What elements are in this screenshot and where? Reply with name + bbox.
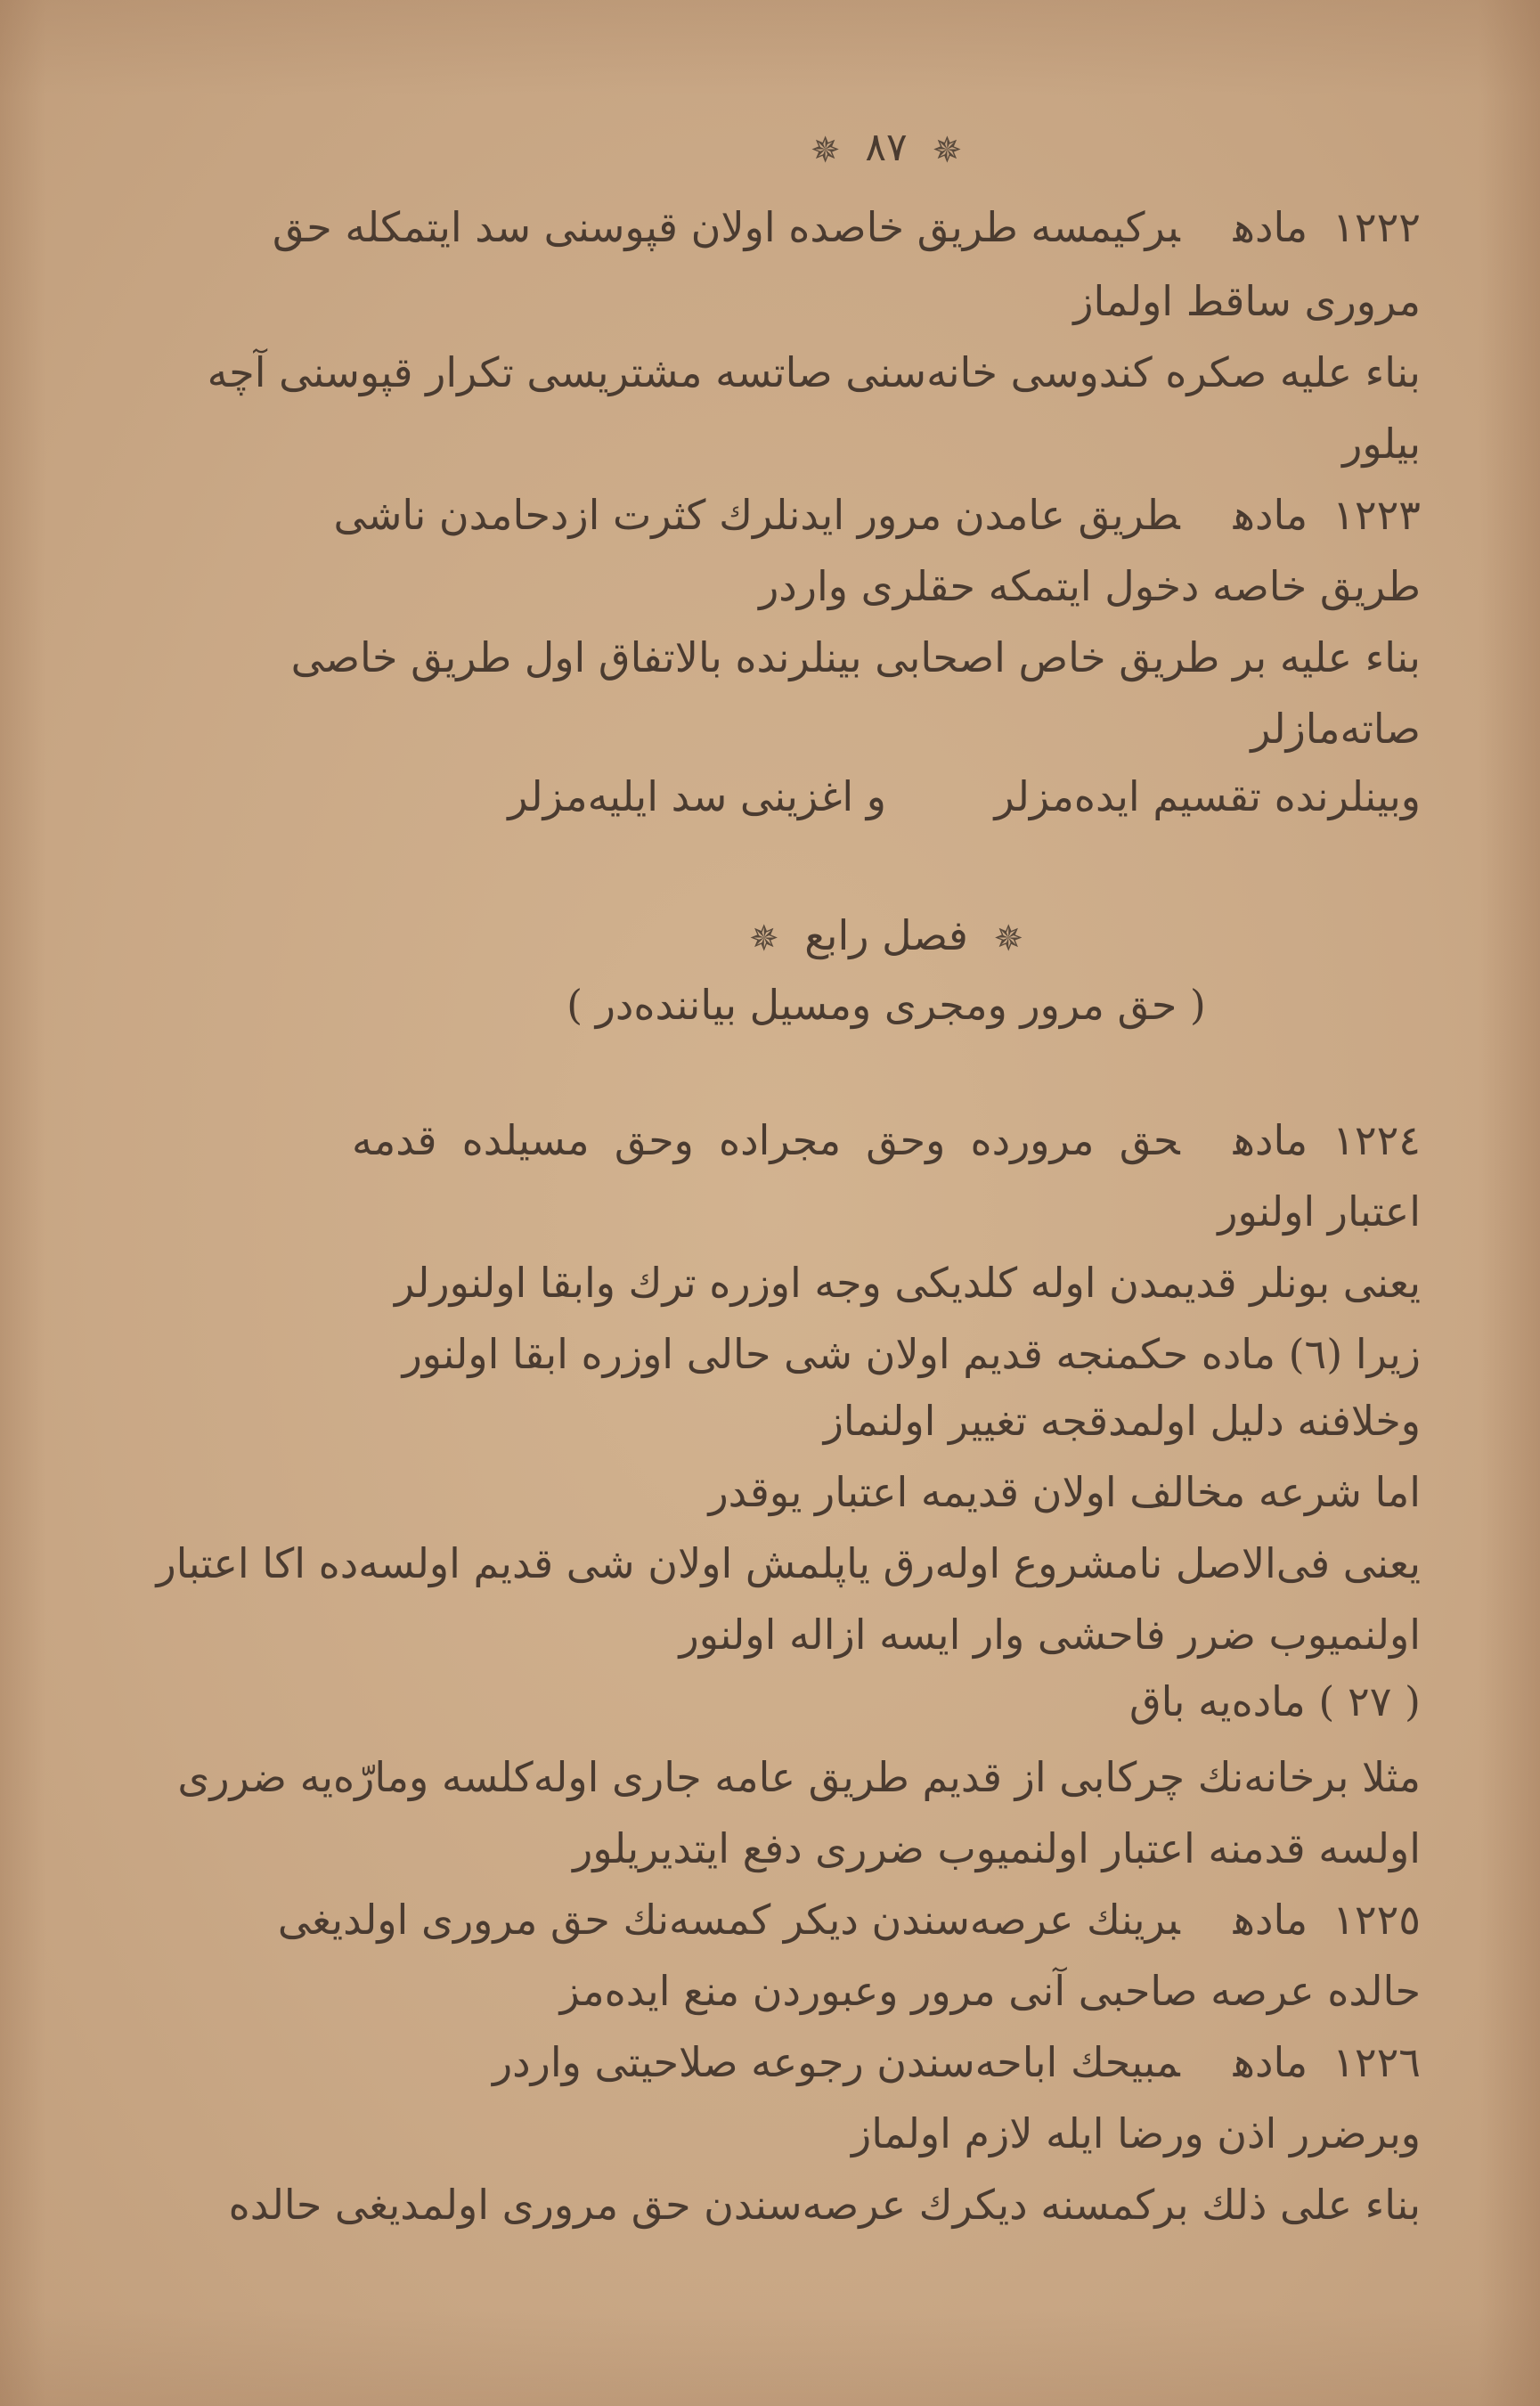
article-1224-line-7: يعنى فى‌الاصل نامشروع اوله‌رق ياپلمش اولان شى قديم اولسه‌ده اكا اعتبار — [156, 1539, 1421, 1587]
article-number: ١٢٢٢ — [1332, 203, 1421, 251]
document-page — [156, 0, 1421, 2406]
section-subtitle: ( حق مرور ومجرى ومسيل بياننده‌در ) — [566, 981, 1206, 1029]
ornament-icon: ✵ — [932, 129, 963, 171]
page-number: ٨٧ — [865, 125, 908, 170]
article-1223-line-2: طريق خاصه دخول ايتمكه حقلرى واردر — [759, 562, 1421, 610]
page-number-header — [352, 125, 1421, 171]
article-1225-line-1 — [277, 1893, 1421, 1946]
ornament-icon: ✵ — [749, 918, 779, 959]
article-text: مبيحك اباحه‌سندن رجوعه صلاحيتى واردر — [492, 2038, 1180, 2086]
article-label: ماده — [1233, 2038, 1308, 2086]
article-1224-line-3: يعنى بونلر قديمدن اوله كلديكى وجه اوزره ترك وابقا اولنورلر — [394, 1259, 1421, 1307]
article-1222-line-1 — [272, 200, 1421, 254]
section-title-text: فصل رابع — [804, 911, 968, 959]
article-label: ماده — [1233, 1896, 1308, 1944]
article-number: ١٢٢٤ — [1332, 1116, 1421, 1164]
split-text-left: و اغزينى سد ايليه‌مزلر — [508, 772, 886, 820]
article-1224-line-10: مثلا برخانه‌نك چركابى از قديم طريق عامه جارى اوله‌كلسه ومارّه‌يه ضررى — [177, 1753, 1421, 1801]
article-number: ١٢٢٥ — [1332, 1896, 1421, 1944]
article-1225-line-2: حالده عرصه صاحبى آنى مرور وعبوردن منع ايده‌مز — [559, 1967, 1421, 2015]
article-1223-line-1 — [333, 488, 1421, 542]
ornament-icon: ✵ — [993, 918, 1023, 959]
article-number: ١٢٢٦ — [1332, 2038, 1421, 2086]
article-1224-line-11: اولسه قدمنه اعتبار اولنميوب ضررى دفع ايتديريلور — [573, 1824, 1421, 1872]
split-text-right: وبينلرنده تقسيم ايده‌مزلر — [994, 772, 1421, 820]
article-1224-line-6: اما شرعه مخالف اولان قديمه اعتبار يوقدر — [708, 1468, 1421, 1516]
article-text: حق مرورده وحق مجراده وحق مسيلده قدمه — [352, 1116, 1180, 1164]
article-1223-line-4: صاته‌مازلر — [1251, 705, 1421, 753]
article-1223-line-3: بناء عليه بر طريق خاص اصحابى بينلرنده بالاتفاق اول طريق خاصى — [290, 633, 1421, 681]
section-title — [352, 909, 1421, 966]
article-1224-line-2: اعتبار اولنور — [1218, 1187, 1421, 1236]
article-label: ماده — [1233, 1116, 1308, 1164]
article-1226-line-2: وبرضرر اذن ورضا ايله لازم اولماز — [851, 2109, 1421, 2157]
article-text: طريق عامدن مرور ايدنلرك كثرت ازدحامدن ناشى — [333, 491, 1180, 539]
article-1222-line-2: مرورى ساقط اولماز — [1073, 277, 1421, 325]
article-1222-line-4: بيلور — [1342, 420, 1421, 468]
article-1224-line-5: وخلافنه دليل اولمدقجه تغيير اولنماز — [823, 1397, 1421, 1445]
ornament-icon: ✵ — [810, 129, 841, 171]
article-label: ماده — [1233, 203, 1308, 251]
article-1224-line-4: زيرا (٦) ماده حكمنجه قديم اولان شى حالى اوزره ابقا اولنور — [402, 1330, 1421, 1378]
article-label: ماده — [1233, 491, 1308, 539]
article-text: برينك عرصه‌سندن ديكر كمسه‌نك حق مرورى اولديغى — [277, 1896, 1180, 1944]
article-1226-line-3: بناء على ذلك بركمسنه ديكرك عرصه‌سندن حق مرورى اولمديغى حالده — [228, 2181, 1421, 2229]
article-1224-line-9: ( ٢٧ ) ماده‌يه باق — [1129, 1677, 1421, 1725]
article-1224-line-1 — [352, 1113, 1421, 1167]
article-1222-line-3: بناء عليه صكره كندوسى خانه‌سنى صاتسه مشتريسى تكرار قپوسنى آچه — [207, 348, 1421, 396]
article-number: ١٢٢٣ — [1332, 491, 1421, 539]
article-1226-line-1 — [493, 2035, 1421, 2089]
article-1224-line-8: اولنميوب ضرر فاحشى وار ايسه ازاله اولنور — [679, 1611, 1421, 1659]
article-text: بركيمسه طريق خاصده اولان قپوسنى سد ايتمكله حق — [272, 203, 1180, 251]
